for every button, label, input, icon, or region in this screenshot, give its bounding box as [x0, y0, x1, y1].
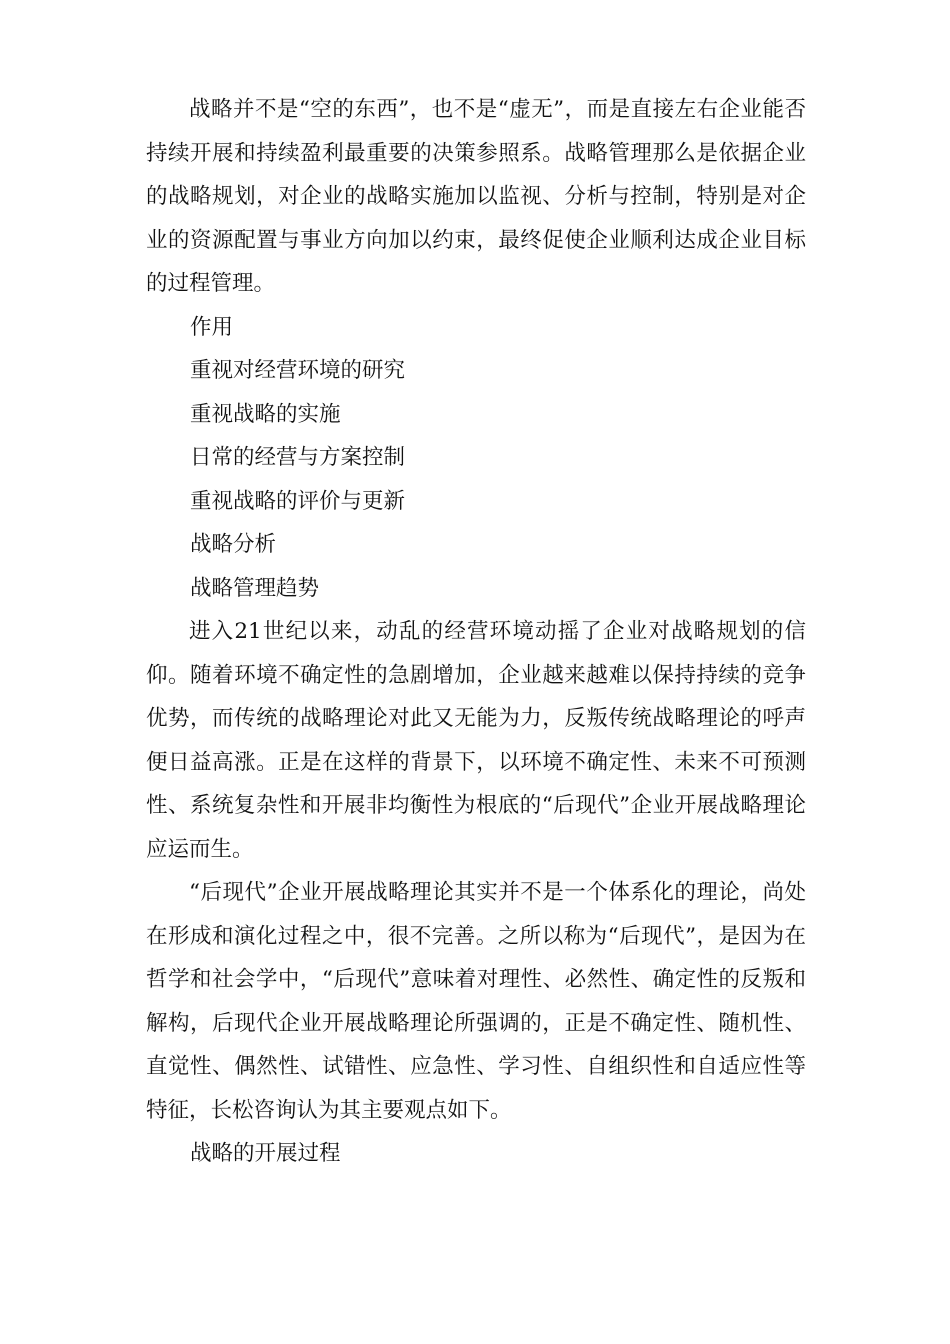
section-heading-analysis: 战略分析 — [190, 532, 277, 557]
role-item-control: 日常的经营与方案控制 — [190, 445, 406, 470]
postmodern-paragraph: “后现代”企业开展战略理论其实并不是一个体系化的理论，尚处在形成和演化过程之中，很不完善。之所以称为“后现代”，是因为在哲学和社会学中，“后现代”意味着对理性、必然性、确定性的反叛和解构，后现代企业开展战略理论所强调的，正是不确定性、随机性、直觉性、偶然性、试错性、应急性、学习性、自组织性和自适应性等特征，长松咨询认为其主要观点如下。 — [146, 880, 806, 1123]
role-item-implementation: 重视战略的实施 — [190, 401, 341, 427]
role-item-evaluation: 重视战略的评价与更新 — [190, 488, 406, 514]
section-heading-trend: 战略管理趋势 — [190, 575, 320, 601]
role-item-environment: 重视对经营环境的研究 — [190, 358, 406, 383]
intro-paragraph: 战略并不是“空的东西”，也不是“虚无”，而是直接左右企业能否持续开展和持续盈利最重要的决策参照系。战略管理那么是依据企业的战略规划，对企业的战略实施加以监视、分析与控制，特别是对企业的资源配置与事业方向加以约束，最终促使企业顺利达成企业目标的过程管理。 — [146, 97, 806, 296]
section-heading-role: 作用 — [190, 314, 234, 340]
document-body — [146, 88, 806, 1176]
section-heading-process: 战略的开展过程 — [190, 1141, 341, 1166]
trend-paragraph: 进入21世纪以来，动乱的经营环境动摇了企业对战略规划的信仰。随着环境不确定性的急剧增加，企业越来越难以保持持续的竞争优势，而传统的战略理论对此又无能为力，反叛传统战略理论的呼声便日益高涨。正是在这样的背景下，以环境不确定性、未来不可预测性、系统复杂性和开展非均衡性为根底的“后现代”企业开展战略理论应运而生。 — [146, 619, 806, 862]
